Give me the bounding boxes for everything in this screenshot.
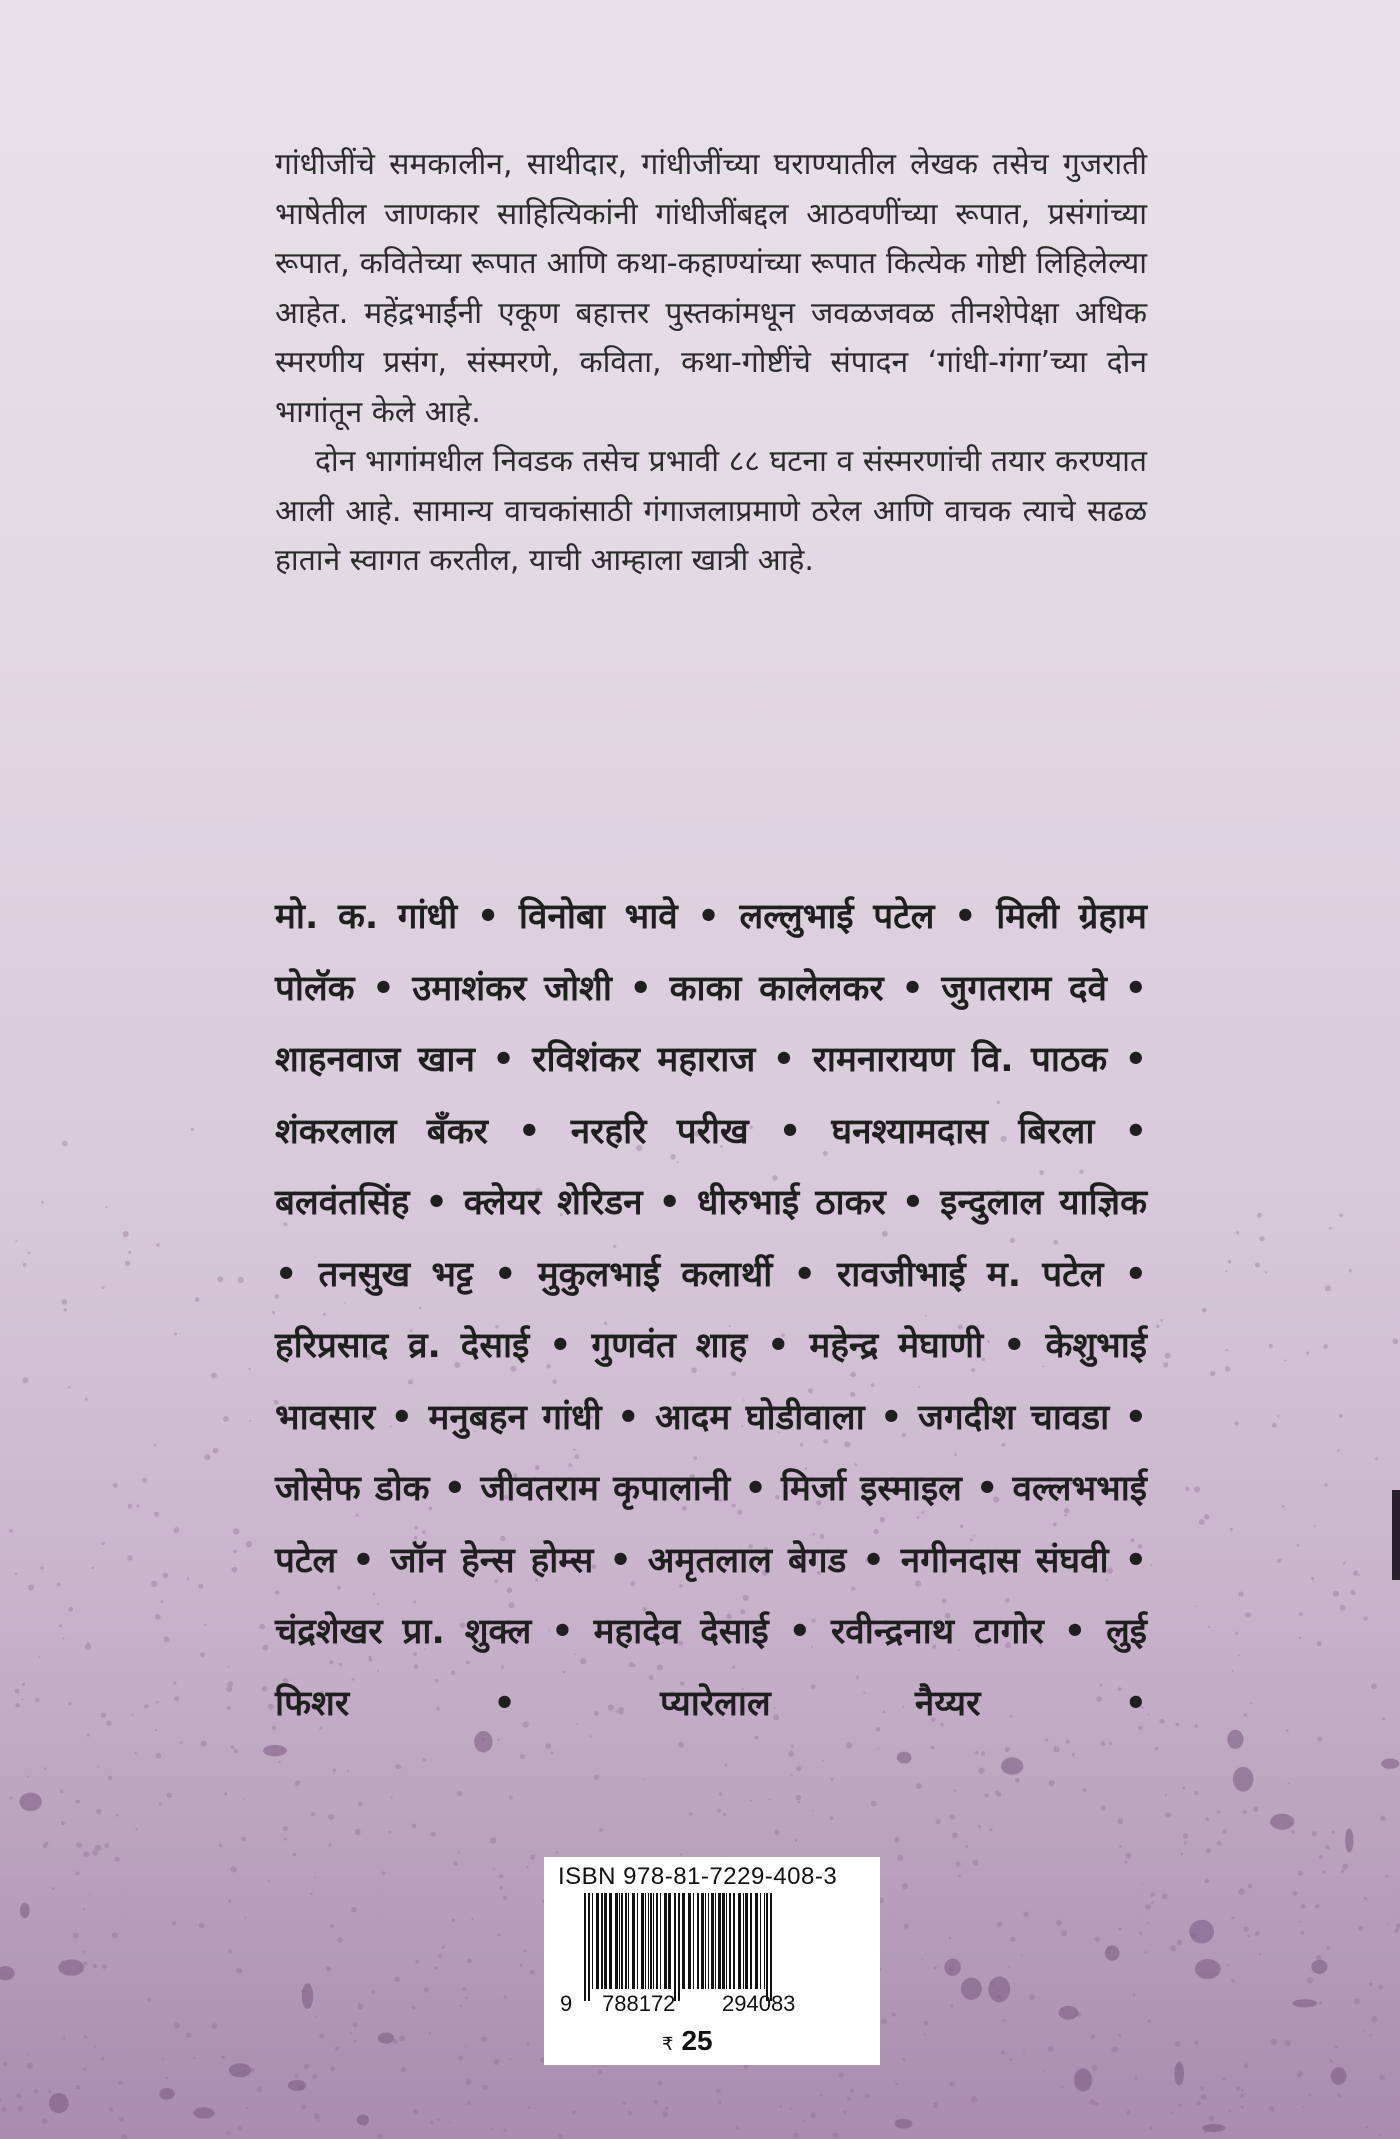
barcode-label [544, 1857, 880, 2065]
rupee-symbol: ₹ [662, 2034, 674, 2054]
back-cover-blurb [275, 140, 1147, 586]
isbn-number: ISBN 978-81-7229-408-3 [558, 1863, 838, 1890]
price-label [662, 2025, 713, 2057]
barcode-digit-first: 9 [560, 1991, 573, 2016]
contributor-list: मो. क. गांधी • विनोबा भावे • लल्लुभाई पटेल • मिली ग्रेहाम पोलॅक • उमाशंकर जोशी • काका कालेलकर • जुगतराम दवे • शाहनवाज खान • रविशंकर महाराज • रामनारायण वि. पाठक • शंकरलाल बँकर • नरहरि परीख • घनश्यामदास बिरला • बलवंतसिंह • क्लेयर शेरिडन • धीरुभाई ठाकर • इन्दुलाल याज्ञिक • तनसुख भट्ट • मुकुलभाई कलार्थी • रावजीभाई म. पटेल • हरिप्रसाद व्र. देसाई • गुणवंत शाह • महेन्द्र मेघाणी • केशुभाई भावसार • मनुबहन गांधी • आदम घोडीवाला • जगदीश चावडा • जोसेफ डोक • जीवतराम कृपालानी • मिर्जा इस्माइल • वल्लभभाई पटेल • जॉन हेन्स होम्स • अमृतलाल बेगड • नगीनदास संघवी • चंद्रशेखर प्रा. शुक्ल • महादेव देसाई • रवीन्द्रनाथ टागोर • लुई फिशर • प्यारेलाल नैय्यर • [275, 897, 1147, 1724]
barcode-digits-left: 788172 [602, 1991, 676, 2016]
price-value: 25 [681, 2025, 713, 2056]
barcode-digits-right: 294083 [722, 1991, 796, 2016]
blurb-paragraph-2: दोन भागांमधील निवडक तसेच प्रभावी ८८ घटना व संस्मरणांची तयार करण्यात आली आहे. सामान्य वाचकांसाठी गंगाजलाप्रमाणे ठरेल आणि वाचक त्याचे सढळ हाताने स्वागत करतील, याची आम्हाला खात्री आहे. [275, 444, 1147, 578]
blurb-paragraph-1: गांधीजींचे समकालीन, साथीदार, गांधीजींच्या घराण्यातील लेखक तसेच गुजराती भाषेतील जाणकार साहित्यिकांनी गांधीजींबद्दल आठवणींच्या रूपात, प्रसंगांच्या रूपात, कवितेच्या रूपात आणि कथा-कहाण्यांच्या रूपात कित्येक गोष्टी लिहिलेल्या आहेत. महेंद्रभाईंनी एकूण बहात्तर पुस्तकांमधून जवळजवळ तीनशेपेक्षा अधिक स्मरणीय प्रसंग, संस्मरणे, कविता, कथा-गोष्टींचे संपादन ‘गांधी-गंगा’च्या दोन भागांतून केले आहे. [275, 147, 1147, 430]
barcode-bars [582, 1893, 844, 2001]
edge-mark [1392, 1490, 1400, 1580]
